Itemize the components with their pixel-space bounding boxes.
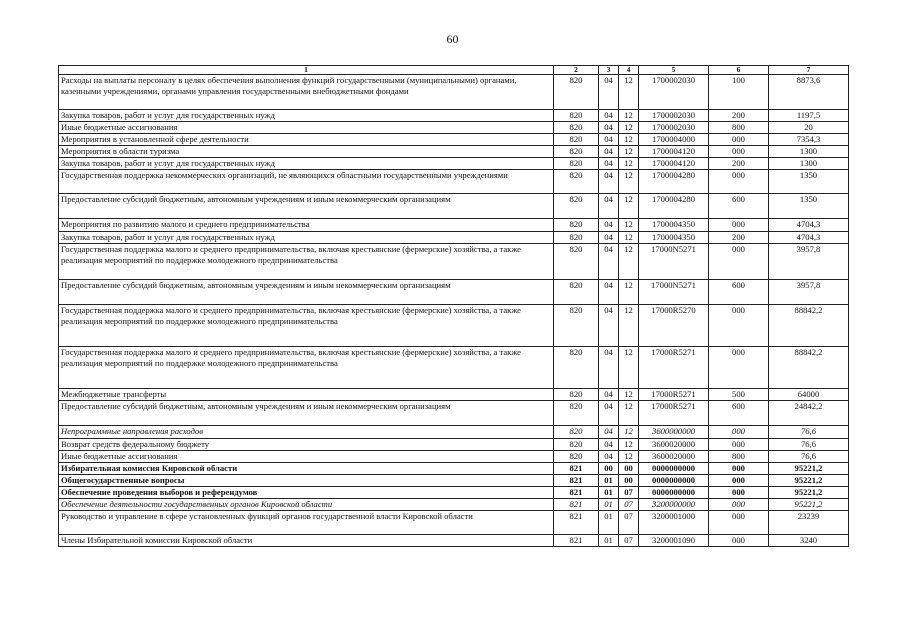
row-value-cell: 01 <box>599 475 619 487</box>
row-value-cell: 17000R5270 <box>639 305 709 347</box>
row-value-cell: 1300 <box>769 146 849 158</box>
row-value-cell: 04 <box>599 146 619 158</box>
table-row <box>59 451 849 463</box>
row-name-cell: Предоставление субсидий бюджетным, автономным учреждениям и иным некоммерческим организациям <box>59 280 554 305</box>
row-name-cell: Государственная поддержка малого и среднего предпринимательства, включая крестьянские (фермерские) хозяйства, а также реализация мероприятий по поддержке молодежного предпринимательства <box>59 347 554 389</box>
row-name-cell: Закупка товаров, работ и услуг для государственных нужд <box>59 110 554 122</box>
row-value-cell: 07 <box>619 499 639 511</box>
table-row <box>59 305 849 347</box>
table-row <box>59 219 849 232</box>
row-value-cell: 88842,2 <box>769 305 849 347</box>
row-value-cell: 8873,6 <box>769 75 849 110</box>
row-value-cell: 3600020000 <box>639 439 709 451</box>
row-value-cell: 17000R5271 <box>639 401 709 426</box>
row-value-cell: 4704,3 <box>769 219 849 232</box>
table-row <box>59 146 849 158</box>
row-value-cell: 800 <box>709 122 769 134</box>
row-value-cell: 820 <box>554 232 599 244</box>
row-value-cell: 1350 <box>769 194 849 219</box>
row-value-cell: 04 <box>599 122 619 134</box>
row-value-cell: 04 <box>599 158 619 170</box>
column-header: 3 <box>599 66 619 75</box>
row-value-cell: 17000R5271 <box>639 347 709 389</box>
row-name-cell: Закупка товаров, работ и услуг для государственных нужд <box>59 232 554 244</box>
row-value-cell: 01 <box>599 535 619 547</box>
table-row <box>59 122 849 134</box>
row-value-cell: 12 <box>619 389 639 401</box>
row-value-cell: 1300 <box>769 158 849 170</box>
row-name-cell: Мероприятия в области туризма <box>59 146 554 158</box>
row-value-cell: 820 <box>554 401 599 426</box>
budget-table <box>58 65 849 547</box>
row-name-cell: Избирательная комиссия Кировской области <box>59 463 554 475</box>
table-row <box>59 439 849 451</box>
row-value-cell: 00 <box>599 463 619 475</box>
row-value-cell: 76,6 <box>769 439 849 451</box>
row-value-cell: 20 <box>769 122 849 134</box>
row-value-cell: 1700004350 <box>639 219 709 232</box>
table-row <box>59 463 849 475</box>
row-value-cell: 3600000000 <box>639 426 709 439</box>
row-value-cell: 04 <box>599 194 619 219</box>
row-value-cell: 800 <box>709 451 769 463</box>
row-value-cell: 07 <box>619 487 639 499</box>
row-value-cell: 17000N5271 <box>639 280 709 305</box>
row-value-cell: 0000000000 <box>639 487 709 499</box>
row-name-cell: Общегосударственные вопросы <box>59 475 554 487</box>
row-value-cell: 12 <box>619 146 639 158</box>
row-value-cell: 200 <box>709 232 769 244</box>
table-row <box>59 401 849 426</box>
row-value-cell: 24842,2 <box>769 401 849 426</box>
row-value-cell: 000 <box>709 511 769 535</box>
table-row <box>59 475 849 487</box>
row-name-cell: Возврат средств федеральному бюджету <box>59 439 554 451</box>
row-name-cell: Обеспечение проведения выборов и референдумов <box>59 487 554 499</box>
page-number: 60 <box>446 32 459 46</box>
row-value-cell: 04 <box>599 110 619 122</box>
table-row <box>59 487 849 499</box>
row-value-cell: 12 <box>619 426 639 439</box>
row-value-cell: 3200001000 <box>639 511 709 535</box>
table-row <box>59 535 849 547</box>
row-value-cell: 95221,2 <box>769 463 849 475</box>
row-value-cell: 12 <box>619 122 639 134</box>
row-name-cell: Закупка товаров, работ и услуг для государственных нужд <box>59 158 554 170</box>
row-value-cell: 12 <box>619 232 639 244</box>
row-value-cell: 1700004120 <box>639 146 709 158</box>
row-value-cell: 1700004000 <box>639 134 709 146</box>
row-value-cell: 820 <box>554 158 599 170</box>
row-value-cell: 04 <box>599 451 619 463</box>
table-row <box>59 244 849 280</box>
row-value-cell: 1700002030 <box>639 75 709 110</box>
table-row <box>59 499 849 511</box>
row-value-cell: 04 <box>599 347 619 389</box>
row-value-cell: 01 <box>599 511 619 535</box>
table-row <box>59 110 849 122</box>
row-value-cell: 76,6 <box>769 451 849 463</box>
row-value-cell: 04 <box>599 305 619 347</box>
row-value-cell: 820 <box>554 426 599 439</box>
row-value-cell: 12 <box>619 170 639 194</box>
row-value-cell: 95221,2 <box>769 499 849 511</box>
row-value-cell: 04 <box>599 401 619 426</box>
row-value-cell: 820 <box>554 280 599 305</box>
row-value-cell: 821 <box>554 475 599 487</box>
row-value-cell: 1700004120 <box>639 158 709 170</box>
row-value-cell: 64000 <box>769 389 849 401</box>
row-value-cell: 12 <box>619 401 639 426</box>
row-value-cell: 04 <box>599 134 619 146</box>
row-value-cell: 200 <box>709 158 769 170</box>
row-name-cell: Государственная поддержка малого и среднего предпринимательства, включая крестьянские (фермерские) хозяйства, а также реализация мероприятий по поддержке молодежного предпринимательства <box>59 244 554 280</box>
row-value-cell: 000 <box>709 535 769 547</box>
row-name-cell: Непрограммные направления расходов <box>59 426 554 439</box>
row-value-cell: 3957,8 <box>769 280 849 305</box>
row-value-cell: 000 <box>709 426 769 439</box>
row-value-cell: 1700004280 <box>639 194 709 219</box>
column-header: 4 <box>619 66 639 75</box>
row-value-cell: 1700004280 <box>639 170 709 194</box>
column-header: 7 <box>769 66 849 75</box>
row-value-cell: 12 <box>619 451 639 463</box>
row-value-cell: 000 <box>709 134 769 146</box>
table-row <box>59 347 849 389</box>
row-value-cell: 820 <box>554 305 599 347</box>
row-value-cell: 3200000000 <box>639 499 709 511</box>
row-value-cell: 04 <box>599 426 619 439</box>
table-row <box>59 170 849 194</box>
row-value-cell: 12 <box>619 75 639 110</box>
row-value-cell: 3240 <box>769 535 849 547</box>
row-value-cell: 821 <box>554 463 599 475</box>
row-value-cell: 600 <box>709 401 769 426</box>
row-value-cell: 3600020000 <box>639 451 709 463</box>
row-value-cell: 1197,5 <box>769 110 849 122</box>
row-value-cell: 23239 <box>769 511 849 535</box>
row-value-cell: 04 <box>599 232 619 244</box>
row-value-cell: 04 <box>599 280 619 305</box>
row-value-cell: 820 <box>554 244 599 280</box>
row-value-cell: 000 <box>709 487 769 499</box>
row-name-cell: Предоставление субсидий бюджетным, автономным учреждениям и иным некоммерческим организациям <box>59 401 554 426</box>
column-header: 1 <box>59 66 554 75</box>
table-row <box>59 158 849 170</box>
row-name-cell: Члены Избирательной комиссии Кировской области <box>59 535 554 547</box>
row-value-cell: 17000N5271 <box>639 244 709 280</box>
table-row <box>59 134 849 146</box>
row-value-cell: 000 <box>709 146 769 158</box>
row-value-cell: 01 <box>599 499 619 511</box>
row-value-cell: 04 <box>599 439 619 451</box>
row-value-cell: 000 <box>709 170 769 194</box>
table-row <box>59 280 849 305</box>
row-value-cell: 12 <box>619 244 639 280</box>
row-value-cell: 820 <box>554 194 599 219</box>
row-value-cell: 000 <box>709 499 769 511</box>
column-header: 5 <box>639 66 709 75</box>
row-value-cell: 07 <box>619 535 639 547</box>
row-name-cell: Иные бюджетные ассигнования <box>59 451 554 463</box>
row-value-cell: 04 <box>599 75 619 110</box>
table-row <box>59 232 849 244</box>
row-value-cell: 000 <box>709 475 769 487</box>
row-value-cell: 3957,8 <box>769 244 849 280</box>
row-value-cell: 821 <box>554 511 599 535</box>
row-value-cell: 3200001090 <box>639 535 709 547</box>
row-name-cell: Государственная поддержка малого и среднего предпринимательства, включая крестьянские (фермерские) хозяйства, а также реализация мероприятий по поддержке молодежного предпринимательства <box>59 305 554 347</box>
row-value-cell: 820 <box>554 219 599 232</box>
row-name-cell: Государственная поддержка некоммерческих организаций, не являющихся областными государственными учреждениями <box>59 170 554 194</box>
row-value-cell: 821 <box>554 535 599 547</box>
row-value-cell: 000 <box>709 244 769 280</box>
table-header-row <box>59 66 849 75</box>
table-row <box>59 426 849 439</box>
row-value-cell: 12 <box>619 439 639 451</box>
row-value-cell: 820 <box>554 451 599 463</box>
row-name-cell: Мероприятия в установленной сфере деятельности <box>59 134 554 146</box>
table-row <box>59 511 849 535</box>
row-value-cell: 04 <box>599 170 619 194</box>
row-value-cell: 95221,2 <box>769 475 849 487</box>
table-row <box>59 75 849 110</box>
column-header: 6 <box>709 66 769 75</box>
row-value-cell: 1700004350 <box>639 232 709 244</box>
row-value-cell: 000 <box>709 219 769 232</box>
row-value-cell: 07 <box>619 511 639 535</box>
row-value-cell: 04 <box>599 389 619 401</box>
row-value-cell: 12 <box>619 219 639 232</box>
row-name-cell: Обеспечение деятельности государственных органов Кировской области <box>59 499 554 511</box>
row-value-cell: 820 <box>554 439 599 451</box>
row-value-cell: 7354,3 <box>769 134 849 146</box>
row-value-cell: 12 <box>619 347 639 389</box>
row-value-cell: 000 <box>709 463 769 475</box>
row-value-cell: 500 <box>709 389 769 401</box>
row-value-cell: 00 <box>619 463 639 475</box>
row-value-cell: 76,6 <box>769 426 849 439</box>
table-row <box>59 194 849 219</box>
row-value-cell: 000 <box>709 347 769 389</box>
row-value-cell: 17000R5271 <box>639 389 709 401</box>
table-row <box>59 389 849 401</box>
row-value-cell: 12 <box>619 305 639 347</box>
row-value-cell: 000 <box>709 439 769 451</box>
row-name-cell: Руководство и управление в сфере установленных функций органов государственной власти Кировской области <box>59 511 554 535</box>
row-value-cell: 820 <box>554 110 599 122</box>
row-value-cell: 600 <box>709 194 769 219</box>
row-name-cell: Предоставление субсидий бюджетным, автономным учреждениям и иным некоммерческим организациям <box>59 194 554 219</box>
row-value-cell: 0000000000 <box>639 463 709 475</box>
row-value-cell: 600 <box>709 280 769 305</box>
row-value-cell: 0000000000 <box>639 475 709 487</box>
row-value-cell: 200 <box>709 110 769 122</box>
row-value-cell: 04 <box>599 219 619 232</box>
row-value-cell: 820 <box>554 134 599 146</box>
row-value-cell: 04 <box>599 244 619 280</box>
row-value-cell: 01 <box>599 487 619 499</box>
row-value-cell: 000 <box>709 305 769 347</box>
row-value-cell: 820 <box>554 75 599 110</box>
row-value-cell: 12 <box>619 110 639 122</box>
row-value-cell: 1700002030 <box>639 110 709 122</box>
row-name-cell: Мероприятия по развитию малого и среднего предпринимательства <box>59 219 554 232</box>
row-value-cell: 820 <box>554 389 599 401</box>
row-value-cell: 12 <box>619 134 639 146</box>
row-value-cell: 821 <box>554 499 599 511</box>
row-value-cell: 1350 <box>769 170 849 194</box>
row-value-cell: 821 <box>554 487 599 499</box>
row-value-cell: 12 <box>619 194 639 219</box>
row-name-cell: Межбюджетные трансферты <box>59 389 554 401</box>
row-value-cell: 1700002030 <box>639 122 709 134</box>
row-value-cell: 88842,2 <box>769 347 849 389</box>
row-value-cell: 12 <box>619 280 639 305</box>
row-value-cell: 4704,3 <box>769 232 849 244</box>
row-value-cell: 95221,2 <box>769 487 849 499</box>
row-name-cell: Иные бюджетные ассигнования <box>59 122 554 134</box>
column-header: 2 <box>554 66 599 75</box>
row-value-cell: 00 <box>619 475 639 487</box>
row-value-cell: 820 <box>554 170 599 194</box>
row-name-cell: Расходы на выплаты персоналу в целях обеспечения выполнения функций государственными (муниципальными) органами, казенными учреждениями, органами управления государственными внебюджетными фондами <box>59 75 554 110</box>
row-value-cell: 820 <box>554 146 599 158</box>
row-value-cell: 12 <box>619 158 639 170</box>
row-value-cell: 820 <box>554 122 599 134</box>
row-value-cell: 820 <box>554 347 599 389</box>
row-value-cell: 100 <box>709 75 769 110</box>
